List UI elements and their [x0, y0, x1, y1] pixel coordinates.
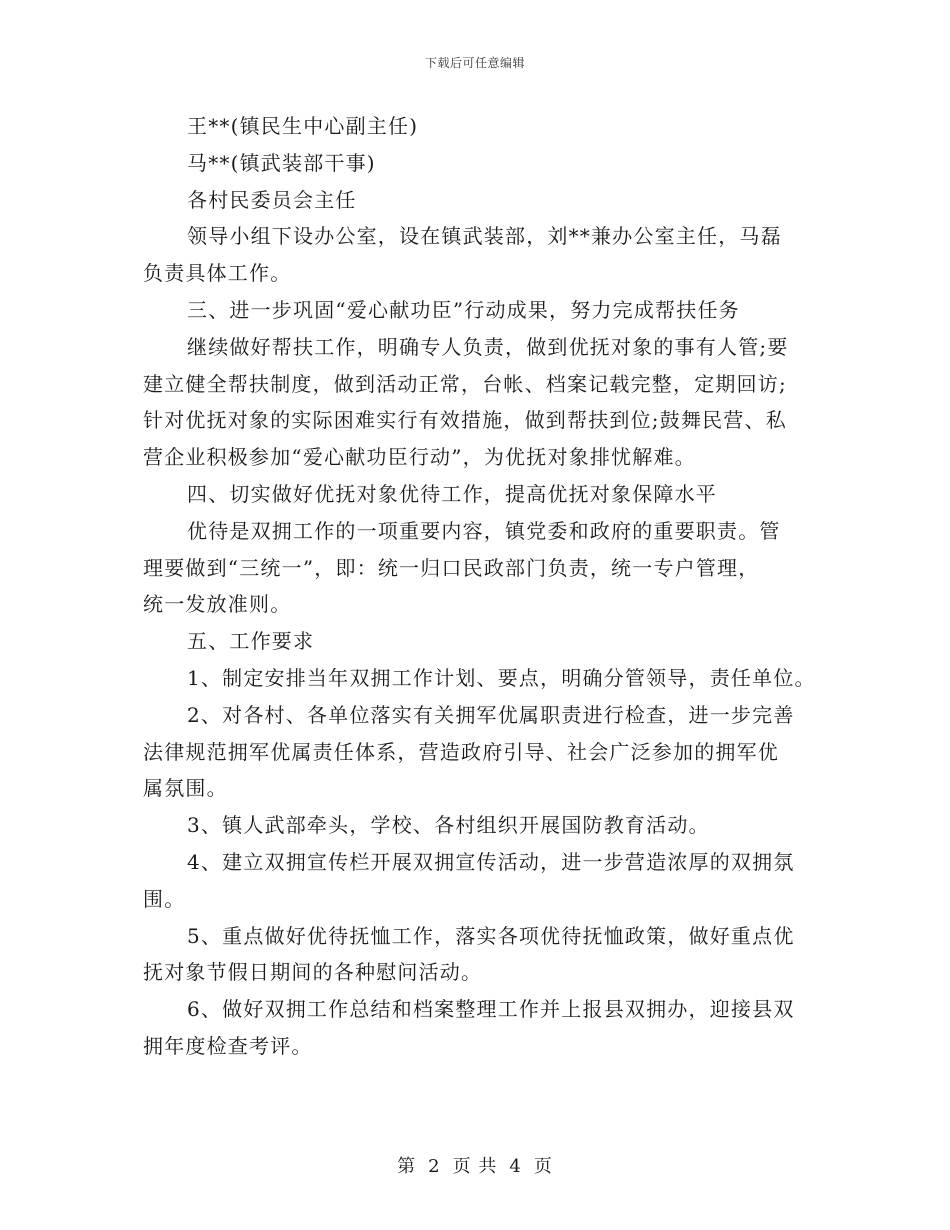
list-item: 1、制定安排当年双拥工作计划、要点，明确分管领导，责任单位。 [187, 665, 816, 690]
section-heading: 三、进一步巩固“爱心献功臣”行动成果，努力完成帮扶任务 [187, 297, 740, 322]
body-line: 统一发放准则。 [143, 592, 292, 617]
body-line: 营企业积极参加“爱心献功臣行动”，为优抚对象排忧解难。 [143, 445, 696, 470]
body-line: 继续做好帮扶工作，明确专人负责，做到优抚对象的事有人管;要 [187, 334, 789, 359]
list-item: 3、镇人武部牵头，学校、各村组织开展国防教育活动。 [187, 813, 710, 838]
body-line: 各村民委员会主任 [187, 187, 357, 212]
body-line: 抚对象节假日期间的各种慰问活动。 [143, 960, 483, 985]
body-line: 优待是双拥工作的一项重要内容，镇党委和政府的重要职责。管 [187, 518, 781, 543]
section-heading: 四、切实做好优抚对象优待工作，提高优抚对象保障水平 [187, 481, 717, 506]
list-item: 5、重点做好优待抚恤工作，落实各项优待抚恤政策，做好重点优 [187, 923, 795, 948]
body-line: 马**(镇武装部干事) [187, 150, 376, 175]
list-item: 4、建立双拥宣传栏开展双拥宣传活动，进一步营造浓厚的双拥氛 [187, 849, 795, 874]
body-line: 属氛围。 [143, 776, 228, 801]
body-line: 拥年度检查考评。 [143, 1033, 313, 1058]
footer-prefix: 第 [397, 1156, 417, 1177]
section-heading: 五、工作要求 [187, 629, 315, 654]
body-line: 王**(镇民生中心副主任) [187, 114, 419, 138]
body-line: 针对优抚对象的实际困难实行有效措施，做到帮扶到位;鼓舞民营、私 [143, 408, 787, 433]
footer-mid: 页 共 [452, 1156, 498, 1177]
header-note: 下载后可任意编辑 [424, 56, 525, 70]
body-line: 建立健全帮扶制度，做到活动正常，台帐、档案记载完整，定期回访; [143, 371, 787, 396]
list-item: 6、做好双拥工作总结和档案整理工作并上报县双拥办，迎接县双 [187, 997, 795, 1022]
page-footer [0, 1152, 950, 1178]
total-page-number: 4 [509, 1156, 522, 1177]
body-line: 领导小组下设办公室，设在镇武装部，刘**兼办公室主任，马磊 [187, 224, 782, 249]
body-line: 理要做到“三统一”，即：统一归口民政部门负责，统一专户管理， [143, 555, 760, 580]
document-body [143, 108, 833, 1065]
body-line: 负责具体工作。 [143, 261, 292, 286]
footer-suffix: 页 [533, 1156, 553, 1177]
body-line: 围。 [143, 886, 186, 911]
body-line: 法律规范拥军优属责任体系，营造政府引导、社会广泛参加的拥军优 [143, 739, 779, 764]
list-item: 2、对各村、各单位落实有关拥军优属职责进行检查，进一步完善 [187, 702, 795, 727]
current-page-number: 2 [428, 1156, 441, 1177]
